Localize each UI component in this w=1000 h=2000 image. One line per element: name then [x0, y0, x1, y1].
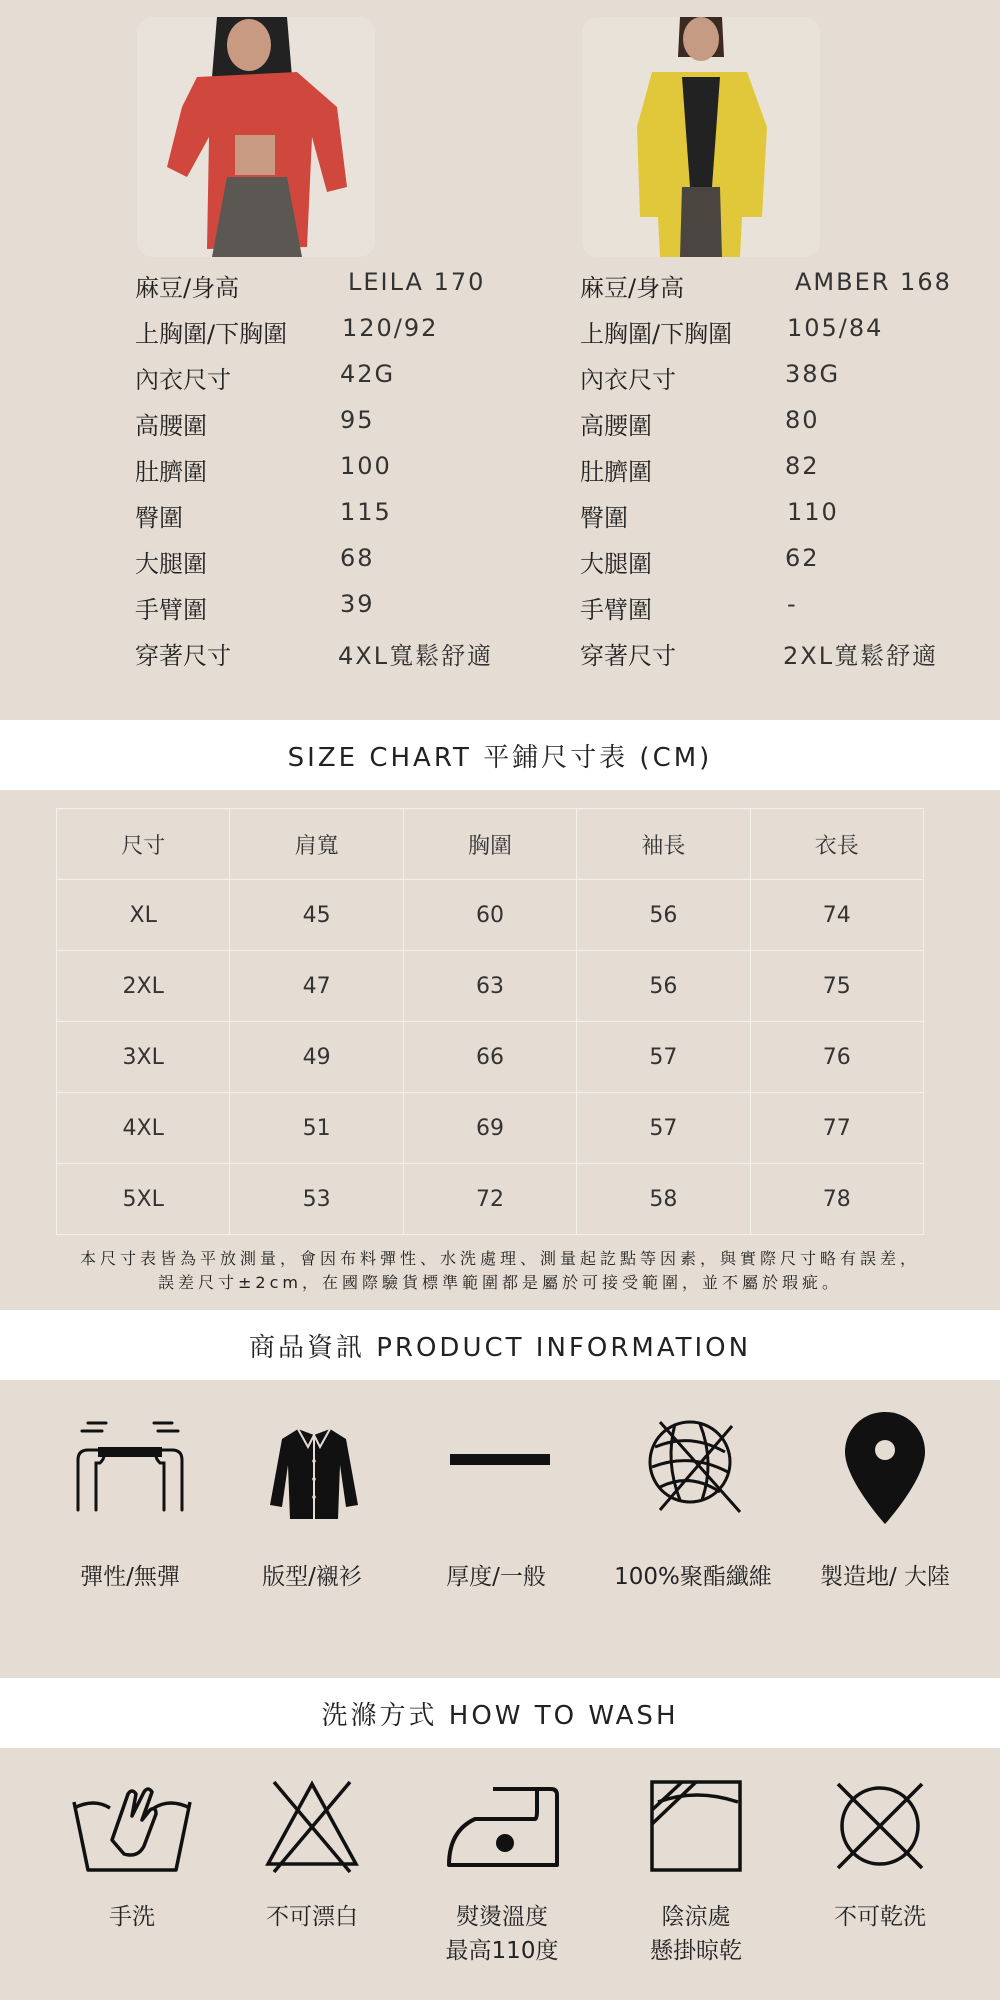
table-row: [57, 951, 924, 1022]
table-header-cell: 肩寬: [230, 809, 403, 880]
model-row-value: 110: [787, 498, 839, 526]
table-cell: 56: [577, 880, 750, 951]
size-chart-note-line1: 本尺寸表皆為平放測量，會因布料彈性、水洗處理、測量起訖點等因素，與實際尺寸略有誤差，: [79, 1249, 920, 1268]
table-row: [57, 1093, 924, 1164]
yarn-ball-icon: [640, 1412, 750, 1522]
table-header-cell: 衣長: [750, 809, 923, 880]
location-pin-icon: [842, 1410, 928, 1526]
model-row-value: 100: [340, 452, 392, 480]
model-row-value: 62: [785, 544, 820, 572]
table-row: [57, 880, 924, 951]
no-bleach-icon: [262, 1778, 362, 1876]
dry-in-shade-icon: [648, 1778, 744, 1874]
table-cell: 60: [403, 880, 576, 951]
table-cell: 2XL: [57, 951, 230, 1022]
table-cell: 51: [230, 1093, 403, 1164]
wash-label-line1: 陰涼處: [661, 1904, 731, 1930]
model-row-value: 120/92: [342, 314, 439, 342]
wash-hand-wash-label: [37, 1900, 227, 1934]
model-row-label: 高腰圍: [135, 412, 207, 440]
table-header-row: [57, 809, 924, 880]
size-chart-title: SIZE CHART 平鋪尺寸表 (CM): [0, 720, 1000, 790]
table-cell: 45: [230, 880, 403, 951]
model-row-label: 大腿圍: [135, 550, 207, 578]
model-row-label: 上胸圍/下胸圍: [135, 320, 288, 348]
wash-label-line1: 不可乾洗: [834, 1904, 926, 1930]
model-row-value: 39: [340, 590, 375, 618]
model-row-label: 臀圍: [580, 504, 628, 532]
model-row-value: AMBER 168: [795, 268, 952, 296]
table-cell: 3XL: [57, 1022, 230, 1093]
model-row-label: 麻豆/身高: [580, 274, 685, 302]
model-row-value: 38G: [785, 360, 841, 388]
model-row-value: 95: [340, 406, 375, 434]
model-row-value: 80: [785, 406, 820, 434]
model-row-value: 4XL寬鬆舒適: [338, 642, 494, 670]
model-row-label: 上胸圍/下胸圍: [580, 320, 733, 348]
model-row-value: 42G: [340, 360, 396, 388]
model-row-label: 穿著尺寸: [580, 642, 676, 670]
model-row-label: 內衣尺寸: [135, 366, 231, 394]
model-row-label: 手臂圍: [135, 596, 207, 624]
model-row-value: 68: [340, 544, 375, 572]
table-cell: 47: [230, 951, 403, 1022]
table-cell: 57: [577, 1022, 750, 1093]
table-header-cell: 袖長: [577, 809, 750, 880]
product-info-thickness: 厚度/一般: [446, 1564, 546, 1590]
model-row-label: 內衣尺寸: [580, 366, 676, 394]
wash-label-line1: 手洗: [109, 1904, 155, 1930]
model-row-value: 115: [340, 498, 392, 526]
wash-no-bleach-label: [217, 1900, 407, 1934]
iron-temperature-icon: [445, 1785, 561, 1869]
product-info-material: 100%聚酯纖維: [614, 1564, 772, 1590]
model-photo-red-shirt: [137, 17, 375, 257]
model-row-label: 手臂圍: [580, 596, 652, 624]
wash-title: 洗滌方式 HOW TO WASH: [0, 1678, 1000, 1748]
stretch-hands-icon: [70, 1415, 190, 1515]
wash-label-line2: 懸掛晾乾: [650, 1938, 742, 1964]
shirt-icon: [268, 1425, 360, 1521]
table-cell: 69: [403, 1093, 576, 1164]
model-row-value: LEILA 170: [348, 268, 486, 296]
table-cell: 56: [577, 951, 750, 1022]
table-cell: 49: [230, 1022, 403, 1093]
table-cell: 66: [403, 1022, 576, 1093]
model-row-label: 臀圍: [135, 504, 183, 532]
wash-label-line1: 熨燙溫度: [456, 1904, 548, 1930]
model-row-label: 肚臍圍: [580, 458, 652, 486]
size-chart-note-line2: 誤差尺寸±2cm，在國際驗貨標準範圍都是屬於可接受範圍，並不屬於瑕疵。: [158, 1273, 842, 1292]
hand-wash-icon: [70, 1780, 194, 1874]
table-cell: 58: [577, 1164, 750, 1235]
product-info-elasticity: 彈性/無彈: [80, 1564, 180, 1590]
table-cell: XL: [57, 880, 230, 951]
thickness-line-icon: [450, 1452, 552, 1468]
model-row-label: 肚臍圍: [135, 458, 207, 486]
table-header-cell: 胸圍: [403, 809, 576, 880]
table-cell: 76: [750, 1022, 923, 1093]
table-header-cell: 尺寸: [57, 809, 230, 880]
table-cell: 77: [750, 1093, 923, 1164]
no-dry-clean-icon: [830, 1776, 930, 1876]
wash-no-dry-clean-label: [785, 1900, 975, 1934]
model-row-label: 高腰圍: [580, 412, 652, 440]
table-cell: 53: [230, 1164, 403, 1235]
wash-label-line2: 最高110度: [445, 1938, 559, 1964]
model-row-value: 105/84: [787, 314, 884, 342]
table-cell: 75: [750, 951, 923, 1022]
wash-shade-dry-label: [601, 1900, 791, 1968]
table-row: [57, 1164, 924, 1235]
model-row-label: 穿著尺寸: [135, 642, 231, 670]
model-row-label: 麻豆/身高: [135, 274, 240, 302]
table-cell: 57: [577, 1093, 750, 1164]
table-cell: 4XL: [57, 1093, 230, 1164]
table-row: [57, 1022, 924, 1093]
wash-iron-label: [407, 1900, 597, 1968]
table-cell: 78: [750, 1164, 923, 1235]
model-photo-yellow-shirt: [582, 17, 820, 257]
table-cell: 74: [750, 880, 923, 951]
table-cell: 63: [403, 951, 576, 1022]
model-row-value: -: [787, 590, 798, 618]
model-row-value: 2XL寬鬆舒適: [783, 642, 939, 670]
table-cell: 5XL: [57, 1164, 230, 1235]
product-info-title: 商品資訊 PRODUCT INFORMATION: [0, 1310, 1000, 1380]
size-chart-table: [56, 808, 924, 1235]
wash-label-line1: 不可漂白: [266, 1904, 358, 1930]
product-info-origin: 製造地/ 大陸: [819, 1564, 951, 1590]
model-row-value: 82: [785, 452, 820, 480]
product-info-fit: 版型/襯衫: [262, 1564, 362, 1590]
model-row-label: 大腿圍: [580, 550, 652, 578]
table-cell: 72: [403, 1164, 576, 1235]
